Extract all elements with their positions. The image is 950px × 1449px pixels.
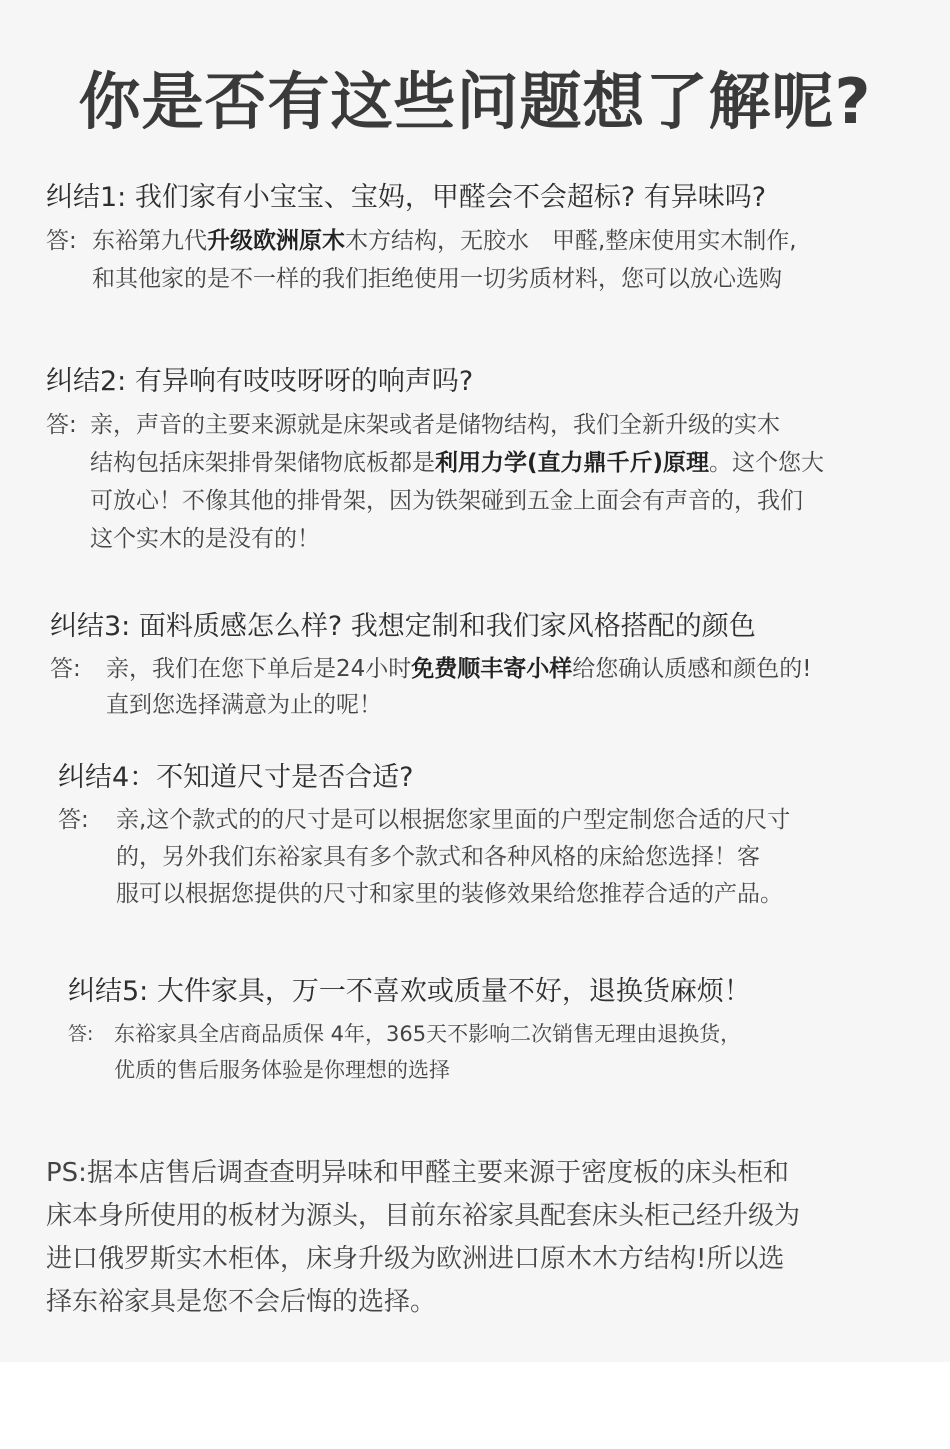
- faq-question: 纠结4：不知道尺寸是否合适?: [58, 762, 414, 793]
- faq-question: 纠结2: 有异响有吱吱呀呀的响声吗?: [46, 366, 474, 397]
- answer-line: [116, 876, 790, 913]
- bottom-blank-area: [0, 1362, 950, 1449]
- faq-answer: [46, 406, 824, 558]
- answer-segment: 结构包括床架排骨架储物底板都是: [90, 450, 435, 476]
- answer-segment: 可放心！不像其他的排骨架，因为铁架碰到五金上面会有声音的，我们: [90, 488, 803, 514]
- answer-line: [106, 651, 812, 687]
- faq-question: 纠结5: 大件家具，万一不喜欢或质量不好，退换货麻烦！: [68, 976, 751, 1007]
- answer-segment: 直到您选择满意为止的呢！: [106, 692, 382, 718]
- answer-text: [90, 406, 824, 558]
- answer-text: [92, 222, 797, 298]
- faq-answer: [50, 651, 812, 723]
- answer-label: 答:: [58, 807, 89, 833]
- answer-segment: 优质的售后服务体验是你理想的选择: [114, 1058, 450, 1082]
- faq-answer: [46, 222, 797, 298]
- answer-line: [90, 444, 824, 482]
- faq-item-2: [46, 362, 824, 558]
- answer-line: [90, 520, 824, 558]
- answer-segment: 亲,这个款式的的尺寸是可以根据您家里面的户型定制您合适的尺寸: [116, 807, 791, 833]
- faq-item-4: [58, 758, 790, 913]
- answer-label: 答:: [68, 1023, 94, 1045]
- answer-segment: 和其他家的是不一样的我们拒绝使用一切劣质材料，您可以放心选购: [92, 266, 782, 292]
- answer-text: [114, 1016, 741, 1088]
- ps-line: PS:据本店售后调查查明异味和甲醛主要来源于密度板的床头柜和: [46, 1158, 789, 1188]
- answer-line: [114, 1016, 741, 1052]
- ps-note: [46, 1152, 800, 1324]
- faq-item-3: [50, 607, 812, 723]
- faq-item-5: [68, 972, 751, 1088]
- answer-text: [116, 802, 790, 913]
- answer-segment: 给您确认质感和颜色的!: [572, 656, 812, 682]
- answer-segment: 服可以根据您提供的尺寸和家里的装修效果给您推荐合适的产品。: [116, 881, 783, 907]
- answer-label: 答:: [46, 228, 77, 254]
- answer-line: [92, 260, 797, 298]
- ps-line: 床本身所使用的板材为源头，目前东裕家具配套床头柜己经升级为: [46, 1201, 801, 1231]
- faq-question: 纠结1: 我们家有小宝宝、宝妈，甲醛会不会超标? 有异味吗?: [46, 182, 767, 213]
- ps-line: 进口俄罗斯实木柜体，床身升级为欧洲进口原木木方结构!所以选: [46, 1244, 785, 1274]
- answer-segment: 亲，我们在您下单后是24小时: [106, 656, 412, 682]
- answer-line: [116, 839, 790, 876]
- answer-segment: 亲，声音的主要来源就是床架或者是储物结构，我们全新升级的实木: [90, 412, 780, 438]
- faq-answer: [68, 1016, 751, 1088]
- answer-line: [90, 406, 824, 444]
- answer-line: [116, 802, 790, 839]
- answer-segment: 。这个您大: [709, 450, 825, 476]
- answer-highlight: 升级欧洲原木: [207, 228, 345, 254]
- answer-line: [90, 482, 824, 520]
- faq-answer: [58, 802, 790, 913]
- answer-line: [106, 687, 812, 723]
- faq-item-1: [46, 178, 797, 298]
- answer-text: [106, 651, 812, 723]
- page-title: 你是否有这些问题想了解呢?: [78, 65, 872, 138]
- answer-segment: 东裕家具全店商品质保 4年，365天不影响二次销售无理由退换货，: [114, 1022, 742, 1046]
- answer-segment: 东裕第九代: [92, 228, 207, 254]
- answer-highlight: 免费顺丰寄小样: [411, 656, 573, 682]
- answer-segment: 这个实木的是没有的！: [90, 526, 320, 552]
- answer-line: [92, 222, 797, 260]
- answer-segment: 的，另外我们东裕家具有多个款式和各种风格的床給您选择！客: [116, 844, 760, 870]
- answer-label: 答:: [46, 412, 77, 438]
- answer-label: 答:: [50, 656, 81, 682]
- answer-highlight: 利用力学(直力鼎千斤)原理: [435, 450, 710, 476]
- ps-line: 择东裕家具是您不会后悔的选择。: [46, 1287, 437, 1317]
- answer-line: [114, 1052, 741, 1088]
- answer-segment: 木方结构，无胶水 甲醛,整床使用实木制作,: [345, 228, 797, 254]
- faq-question: 纠结3: 面料质感怎么样? 我想定制和我们家风格搭配的颜色: [50, 611, 756, 642]
